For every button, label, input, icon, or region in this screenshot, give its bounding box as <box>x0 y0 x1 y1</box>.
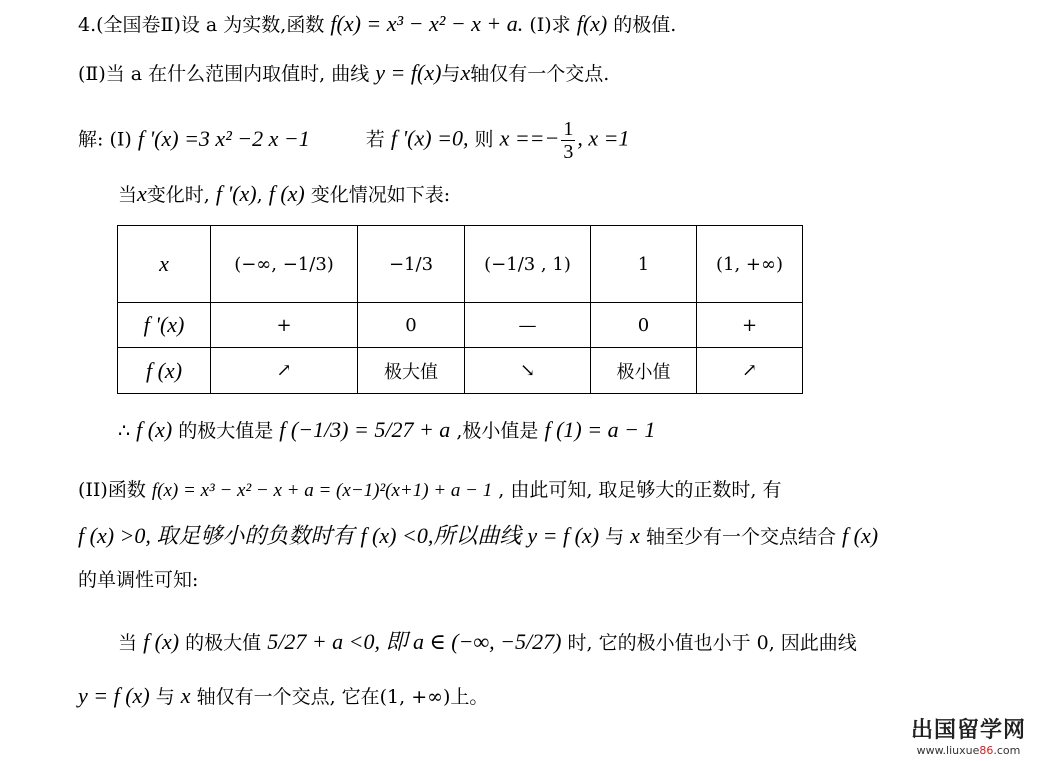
site-watermark <box>911 713 1026 757</box>
solution-line-1 <box>78 118 630 163</box>
f-cell: ↗ <box>211 348 358 394</box>
final-1: y = f (x) <box>78 683 150 708</box>
f-label: f (x) <box>118 348 211 394</box>
part2-label: (II)函数 <box>78 479 146 501</box>
problem-intro: 4.(全国卷Ⅱ)设 a 为实数,函数 <box>78 14 325 36</box>
line2-c: y = f (x) <box>527 523 600 548</box>
roots-fraction <box>561 118 575 163</box>
table-intro-2: 变化时, <box>146 184 210 206</box>
line2-a: f (x) >0, 取足够小的负数时有 <box>78 523 355 548</box>
line3: 的单调性可知: <box>78 569 199 591</box>
cond-1: 当 <box>118 632 138 654</box>
table-intro-fprime: f '(x) <box>215 181 257 206</box>
watermark-url-suffix: .com <box>993 744 1021 757</box>
header-interval-1: (−∞, −1/3) <box>211 226 358 303</box>
part2-end: 轴仅有一个交点. <box>470 63 610 85</box>
watermark-url <box>911 744 1026 757</box>
f-cell: ↘ <box>465 348 591 394</box>
part2-line-2 <box>78 522 878 551</box>
line2-e: x <box>630 523 640 548</box>
fprime-cell: + <box>697 303 803 348</box>
derivative-expr: f '(x) =3 x² −2 x −1 <box>137 125 310 151</box>
part2-line-1 <box>78 476 782 505</box>
fprime-label: f '(x) <box>118 303 211 348</box>
f-cell: ↗ <box>697 348 803 394</box>
table-intro-x: x <box>137 181 147 206</box>
part2-line-3 <box>78 566 198 594</box>
fprime-cell: 0 <box>358 303 465 348</box>
problem-line-1 <box>78 10 676 39</box>
roots-frac-num: 1 <box>563 118 574 140</box>
problem-line-2 <box>78 59 609 88</box>
watermark-title: 出国留学网 <box>910 718 1026 743</box>
header-x: x <box>118 226 211 303</box>
cond-3: 的极大值 <box>185 632 262 654</box>
problem-function: f(x) = x³ − x² − x + a. <box>330 11 524 36</box>
min-value: f (1) = a − 1 <box>544 417 656 442</box>
header-point-2: 1 <box>591 226 697 303</box>
part1-end: 的极值. <box>613 14 677 36</box>
table-intro-sep: , <box>256 184 263 206</box>
table-intro-1: 当 <box>118 184 138 206</box>
table-row-f <box>118 348 803 394</box>
max-f: f (x) <box>136 417 173 442</box>
therefore-sign: ∴ <box>118 420 131 442</box>
cond-5: 时, 它的极小值也小于 0, 因此曲线 <box>567 632 857 654</box>
table-intro-f: f (x) <box>268 181 305 206</box>
line2-f: 轴至少有一个交点结合 <box>645 526 836 548</box>
f-cell: 极小值 <box>591 348 697 394</box>
max-text: 的极大值是 <box>178 420 274 442</box>
solution-part1-label: (I) <box>109 128 132 151</box>
variation-table <box>117 225 803 394</box>
watermark-url-prefix: www.liuxue <box>916 744 980 757</box>
final-2: 与 <box>155 686 175 708</box>
then-text: 则 <box>474 128 494 151</box>
fprime-cell: + <box>211 303 358 348</box>
watermark-url-red: 86 <box>979 744 994 757</box>
part1-target: f(x) <box>576 11 608 36</box>
roots-x1: x ==− <box>499 125 560 151</box>
part2-prefix: (Ⅱ)当 a 在什么范围内取值时, 曲线 <box>78 63 370 85</box>
part1-request: (Ⅰ)求 <box>529 14 571 36</box>
line2-g: f (x) <box>842 523 879 548</box>
solution-label: 解: <box>78 128 104 151</box>
line2-d: 与 <box>605 526 625 548</box>
cond-2: f (x) <box>143 629 180 654</box>
cond-4: 5/27 + a <0, 即 a ∈ (−∞, −5/27) <box>267 629 562 654</box>
fprime-cell: — <box>465 303 591 348</box>
part2-expr: f(x) = x³ − x² − x + a = (x−1)²(x+1) + a − 1 <box>151 480 493 501</box>
final-4: 轴仅有一个交点, 它在(1, +∞)上。 <box>196 686 489 708</box>
header-interval-3: (1, +∞) <box>697 226 803 303</box>
table-intro-3: 变化情况如下表: <box>310 184 451 206</box>
header-point-1: −1/3 <box>358 226 465 303</box>
table-intro <box>118 180 450 209</box>
roots-x2: , x =1 <box>577 125 630 151</box>
line2-b: f (x) <0,所以曲线 <box>360 523 522 548</box>
if-expr: f '(x) =0, <box>390 125 469 151</box>
roots-frac-den: 3 <box>563 141 574 163</box>
if-text: 若 <box>365 128 385 151</box>
max-value: f (−1/3) = 5/27 + a <box>279 417 451 442</box>
table-row-x <box>118 226 803 303</box>
header-interval-2: (−1/3 , 1) <box>465 226 591 303</box>
min-text: ,极小值是 <box>456 420 539 442</box>
part2-line-5 <box>78 682 488 711</box>
extrema-line <box>118 410 655 451</box>
f-cell: 极大值 <box>358 348 465 394</box>
table-row-fprime <box>118 303 803 348</box>
fprime-cell: 0 <box>591 303 697 348</box>
part2-text1: , 由此可知, 取足够大的正数时, 有 <box>498 479 782 501</box>
part2-line-4 <box>118 622 857 663</box>
part2-x: x <box>460 60 471 85</box>
part2-curve: y = f(x) <box>375 60 442 85</box>
part2-mid: 与 <box>441 63 461 85</box>
final-3: x <box>180 683 191 708</box>
